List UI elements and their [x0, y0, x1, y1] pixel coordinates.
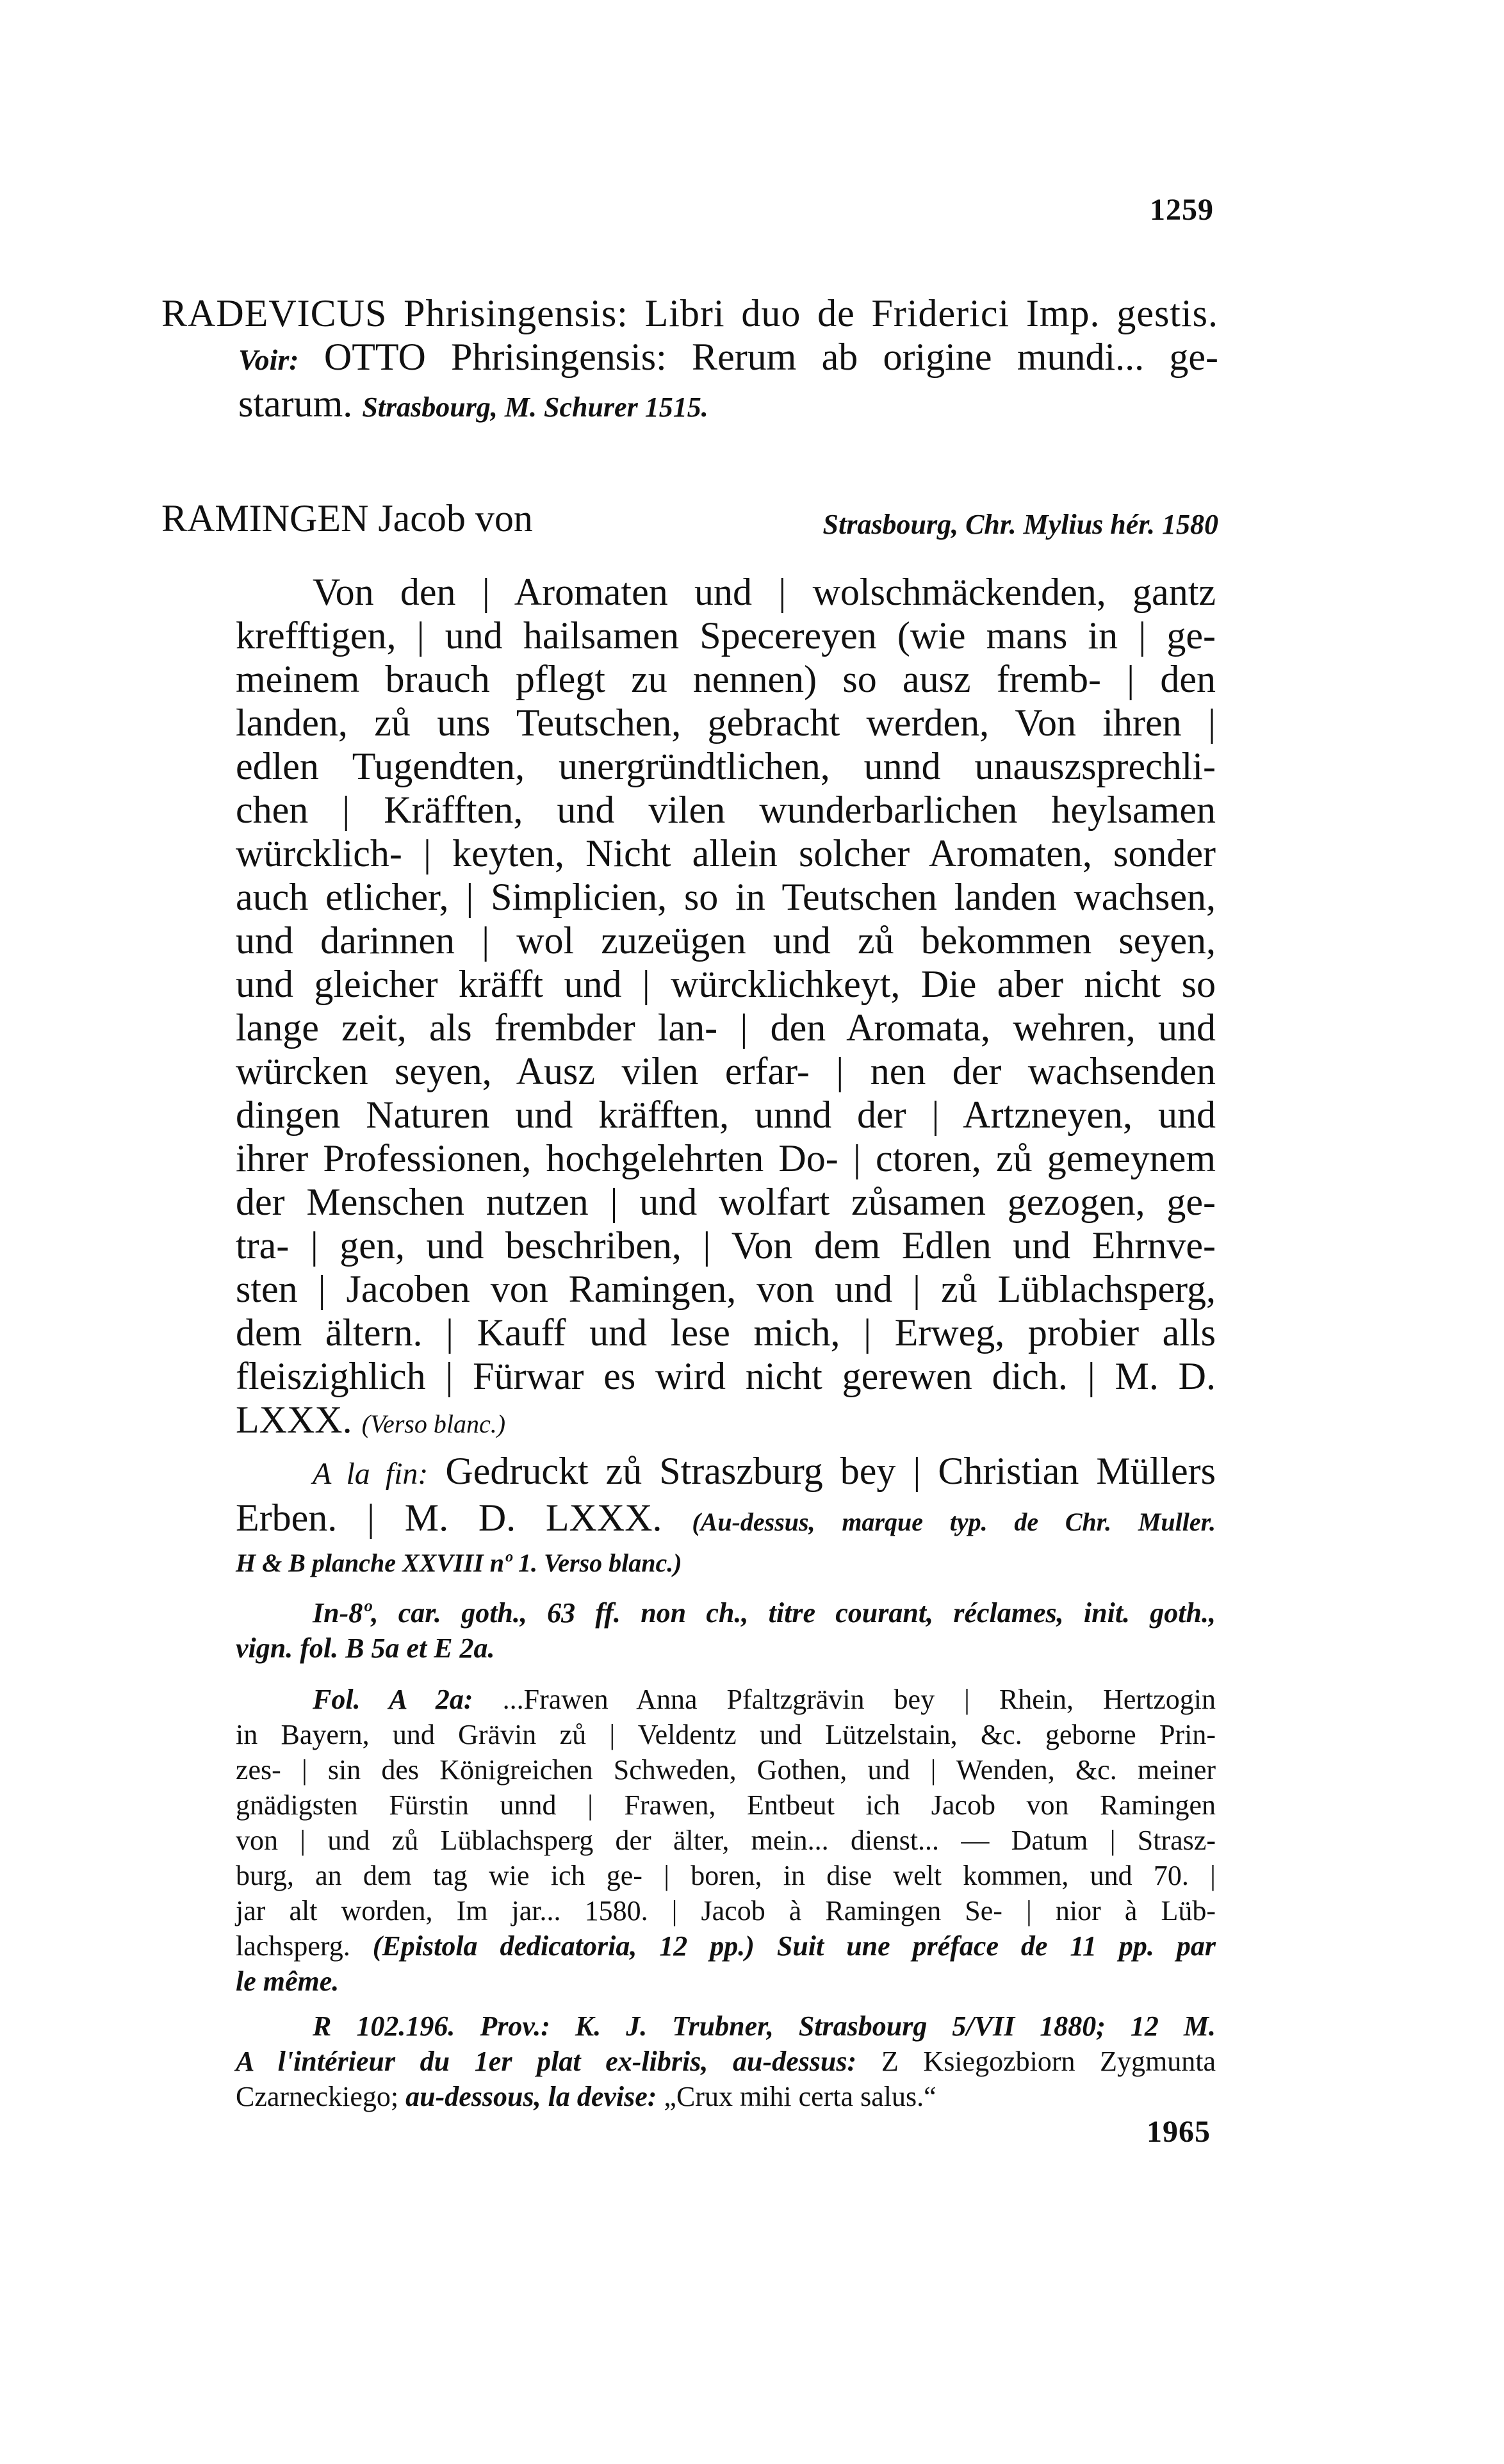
ramingen-author: RAMINGEN Jacob von [161, 497, 533, 539]
fol-line: gnädigsten Fürstin unnd | Frawen, Entbeut ich Jacob von Ramingen [236, 1789, 1216, 1821]
title-line: und gleicher kräfft und | würcklichkeyt, Die aber nicht so [236, 963, 1216, 1005]
ramingen-provenance [236, 2008, 1216, 2114]
ramingen-format [236, 1595, 1216, 1666]
devise-label: au-dessous, la devise: [405, 2081, 657, 2112]
fol-line: in Bayern, und Grävin zů | Veldentz und Lützelstain, &c. geborne Prin- [236, 1719, 1216, 1750]
prov-line-2 [236, 2044, 1216, 2079]
entry-ramingen-heading [161, 497, 1218, 546]
format-line-2: vign. fol. B 5a et E 2a. [236, 1632, 495, 1664]
colophon-line-1 [236, 1449, 1216, 1496]
fol-line: jar alt worden, Im jar... 1580. | Jacob à Ramingen Se- | nior à Lüb- [236, 1895, 1216, 1926]
fol-text-end: lachsperg. [236, 1930, 350, 1962]
title-line: krefftigen, | und hailsamen Specereyen (wie mans in | ge- [236, 614, 1216, 657]
voir-label: Voir: [238, 343, 299, 376]
colophon-text: Gedruckt zů Straszburg bey | Christian Müllers [445, 1450, 1216, 1492]
verso-note: (Verso blanc.) [361, 1409, 506, 1438]
title-line: Von den | Aromaten und | wolschmäckenden, gantz [313, 571, 1216, 613]
prov-line-3 [236, 2079, 1216, 2114]
title-line-last [236, 1398, 1216, 1446]
fol-line-1 [236, 1682, 1216, 1717]
colophon-date: Erben. | M. D. LXXX. [236, 1497, 662, 1539]
title-line: edlen Tugendten, unergründtlichen, unnd unauszsprechli- [236, 745, 1216, 787]
title-line: chen | Kräfften, und vilen wunderbarlichen heylsamen [236, 789, 1216, 831]
title-line: auch etlicher, | Simplicien, so in Teutschen landen wachsen, [236, 876, 1216, 918]
fol-line: von | und zů Lüblachsperg der älter, mein... dienst... — Datum | Strasz- [236, 1825, 1216, 1856]
exlibris-text: Z Ksiegozbiorn Zygmunta [881, 2046, 1216, 2077]
title-line: lange zeit, als frembder lan- | den Aromata, wehren, und [236, 1006, 1216, 1049]
title-line: ihrer Professionen, hochgelehrten Do- | ctoren, zů gemeynem [236, 1137, 1216, 1179]
exlibris-name-end: Czarneckiego; [236, 2081, 399, 2112]
radevicus-imprint: Strasbourg, M. Schurer 1515. [362, 391, 708, 423]
title-line: fleiszighlich | Fürwar es wird nicht gerewen dich. | M. D. [236, 1355, 1216, 1397]
title-line: sten | Jacoben von Ramingen, von und | zů Lüblachsperg, [236, 1268, 1216, 1310]
ramingen-colophon [236, 1449, 1216, 1582]
fol-line-9: le même. [236, 1966, 339, 1997]
title-line: der Menschen nutzen | und wolfart zůsamen gezogen, ge- [236, 1181, 1216, 1223]
title-line: landen, zů uns Teutschen, gebracht werden, Von ihren | [236, 702, 1216, 744]
ramingen-imprint: Strasbourg, Chr. Mylius hér. 1580 [822, 509, 1218, 540]
fol-line-8 [236, 1928, 1216, 1964]
devise-text: „Crux mihi certa salus.“ [664, 2081, 936, 2112]
radevicus-line-2 [161, 335, 1218, 382]
radevicus-line-1: RADEVICUS Phrisingensis: Libri duo de Friderici Imp. gestis. [161, 292, 1218, 334]
entry-radevicus [161, 292, 1218, 429]
colophon-line-3: H & B planche XXVIII nº 1. Verso blanc.) [236, 1548, 682, 1577]
fol-line: burg, an dem tag wie ich ge- | boren, in dise welt kommen, und 70. | [236, 1860, 1216, 1891]
catalog-number: 1965 [1147, 2115, 1211, 2149]
radevicus-line-3 [161, 382, 1218, 429]
format-line-1: In-8º, car. goth., 63 ff. non ch., titre courant, réclames, init. goth., [313, 1597, 1216, 1629]
title-line: tra- | gen, und beschriben, | Von dem Edlen und Ehrnve- [236, 1224, 1216, 1267]
exlibris-label: A l'intérieur du 1er plat ex-libris, au-dessus: [236, 2046, 857, 2077]
title-line: würcken seyen, Ausz vilen erfar- | nen der wachsenden [236, 1050, 1216, 1092]
prov-line-1: R 102.196. Prov.: K. J. Trubner, Strasbourg 5/VII 1880; 12 M. [313, 2010, 1216, 2042]
colophon-line-2 [236, 1496, 1216, 1544]
fol-label: Fol. A 2a: [313, 1684, 473, 1715]
voir-reference: OTTO Phrisingensis: Rerum ab origine mundi... ge- [323, 336, 1219, 378]
title-line: dingen Naturen und kräfften, unnd der | Artzneyen, und [236, 1094, 1216, 1136]
title-line: würcklich- | keyten, Nicht allein solcher Aromaten, sonder [236, 832, 1216, 875]
colophon-label: A la fin: [313, 1457, 429, 1491]
title-line: und darinnen | wol zuzeügen und zů bekommen seyen, [236, 919, 1216, 962]
ramingen-title [236, 570, 1216, 1446]
radevicus-title-end: starum. [238, 382, 353, 425]
fol-line: zes- | sin des Königreichen Schweden, Gothen, und | Wenden, &c. meiner [236, 1754, 1216, 1786]
fol-text: ...Frawen Anna Pfaltzgrävin bey | Rhein, Hertzogin [502, 1684, 1216, 1715]
title-line: dem ältern. | Kauff und lese mich, | Erweg, probier alls [236, 1311, 1216, 1354]
ramingen-dedication [236, 1682, 1216, 1999]
title-line: meinem brauch pflegt zu nennen) so ausz fremb- | den [236, 658, 1216, 700]
title-last-text: LXXX. [236, 1399, 352, 1441]
colophon-note: (Au-dessus, marque typ. de Chr. Muller. [692, 1507, 1216, 1536]
page-number: 1259 [1150, 193, 1214, 227]
epistola-note: (Epistola dedicatoria, 12 pp.) Suit une préface de 11 pp. par [372, 1930, 1216, 1962]
